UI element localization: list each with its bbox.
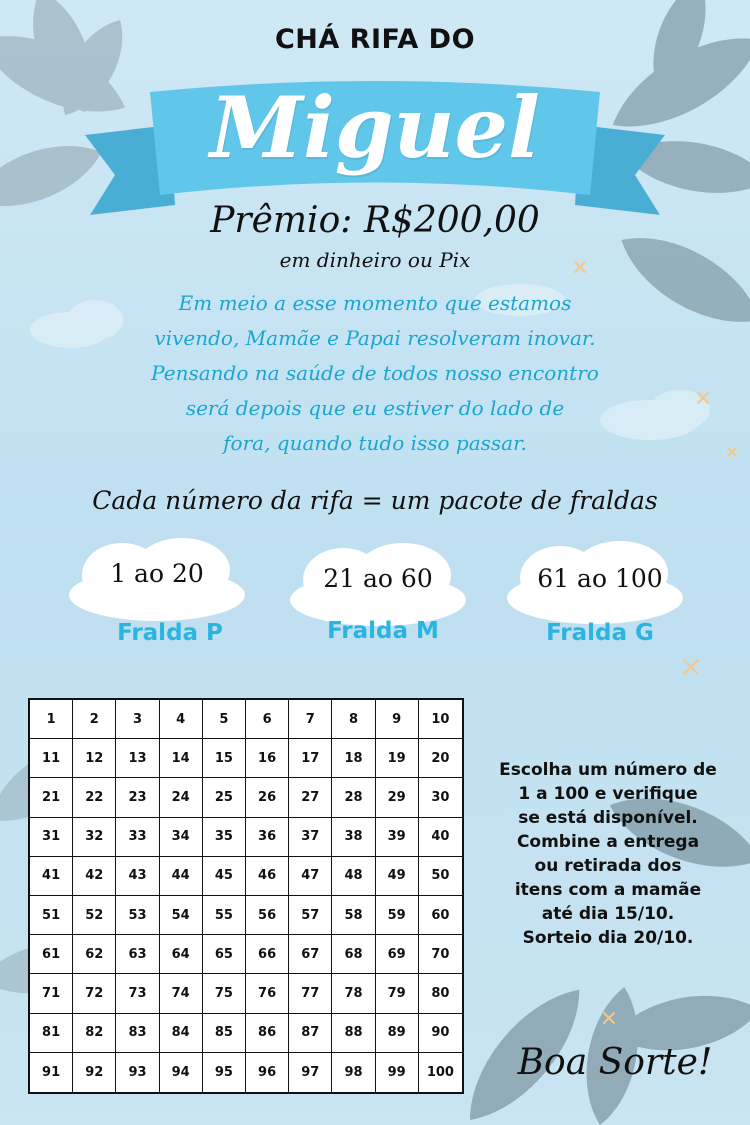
raffle-number-50[interactable]: 50: [419, 857, 462, 896]
raffle-number-16[interactable]: 16: [246, 739, 289, 778]
raffle-number-28[interactable]: 28: [332, 778, 375, 817]
raffle-number-47[interactable]: 47: [289, 857, 332, 896]
raffle-number-31[interactable]: 31: [30, 818, 73, 857]
raffle-number-43[interactable]: 43: [116, 857, 159, 896]
header-top-line: CHÁ RIFA DO: [274, 24, 476, 55]
raffle-number-79[interactable]: 79: [376, 974, 419, 1013]
raffle-number-81[interactable]: 81: [30, 1014, 73, 1053]
range-numbers-p: 1 ao 20: [110, 559, 204, 588]
raffle-number-59[interactable]: 59: [376, 896, 419, 935]
raffle-number-66[interactable]: 66: [246, 935, 289, 974]
raffle-number-37[interactable]: 37: [289, 818, 332, 857]
raffle-number-13[interactable]: 13: [116, 739, 159, 778]
raffle-number-49[interactable]: 49: [376, 857, 419, 896]
instructions-text: [466, 758, 750, 950]
raffle-number-74[interactable]: 74: [160, 974, 203, 1013]
instruction-line: Escolha um número de: [499, 760, 717, 780]
instruction-line: Combine a entrega: [516, 832, 700, 852]
raffle-number-14[interactable]: 14: [160, 739, 203, 778]
raffle-number-10[interactable]: 10: [419, 700, 462, 739]
raffle-number-35[interactable]: 35: [203, 818, 246, 857]
raffle-number-26[interactable]: 26: [246, 778, 289, 817]
raffle-number-53[interactable]: 53: [116, 896, 159, 935]
raffle-number-21[interactable]: 21: [30, 778, 73, 817]
diaper-size-p: Fralda P: [117, 620, 223, 646]
prize-payment-note: em dinheiro ou Pix: [279, 248, 471, 272]
message-line: Pensando na saúde de todos nosso encontro: [151, 361, 599, 385]
message-line: será depois que eu estiver do lado de: [185, 396, 565, 420]
raffle-number-70[interactable]: 70: [419, 935, 462, 974]
message-line: Em meio a esse momento que estamos: [178, 291, 572, 315]
instruction-line: se está disponível.: [518, 808, 698, 828]
raffle-number-4[interactable]: 4: [160, 700, 203, 739]
instruction-line: ou retirada dos: [534, 856, 682, 876]
raffle-number-32[interactable]: 32: [73, 818, 116, 857]
raffle-number-91[interactable]: 91: [30, 1053, 73, 1092]
baby-name-title: Miguel: [209, 78, 541, 177]
raffle-number-67[interactable]: 67: [289, 935, 332, 974]
raffle-number-92[interactable]: 92: [73, 1053, 116, 1092]
message-paragraph: [0, 286, 750, 461]
raffle-number-12[interactable]: 12: [73, 739, 116, 778]
raffle-number-3[interactable]: 3: [116, 700, 159, 739]
raffle-number-11[interactable]: 11: [30, 739, 73, 778]
raffle-number-78[interactable]: 78: [332, 974, 375, 1013]
raffle-number-1[interactable]: 1: [30, 700, 73, 739]
instruction-line: até dia 15/10.: [541, 904, 675, 924]
instruction-line: 1 a 100 e verifique: [518, 784, 698, 804]
raffle-number-33[interactable]: 33: [116, 818, 159, 857]
raffle-number-22[interactable]: 22: [73, 778, 116, 817]
raffle-number-55[interactable]: 55: [203, 896, 246, 935]
raffle-number-63[interactable]: 63: [116, 935, 159, 974]
raffle-number-61[interactable]: 61: [30, 935, 73, 974]
raffle-number-18[interactable]: 18: [332, 739, 375, 778]
raffle-number-96[interactable]: 96: [246, 1053, 289, 1092]
raffle-number-grid: [28, 698, 464, 1094]
raffle-number-69[interactable]: 69: [376, 935, 419, 974]
raffle-number-34[interactable]: 34: [160, 818, 203, 857]
raffle-number-57[interactable]: 57: [289, 896, 332, 935]
raffle-number-7[interactable]: 7: [289, 700, 332, 739]
raffle-number-65[interactable]: 65: [203, 935, 246, 974]
raffle-number-77[interactable]: 77: [289, 974, 332, 1013]
raffle-number-83[interactable]: 83: [116, 1014, 159, 1053]
raffle-number-94[interactable]: 94: [160, 1053, 203, 1092]
raffle-number-99[interactable]: 99: [376, 1053, 419, 1092]
raffle-number-44[interactable]: 44: [160, 857, 203, 896]
raffle-number-73[interactable]: 73: [116, 974, 159, 1013]
raffle-number-71[interactable]: 71: [30, 974, 73, 1013]
message-line: fora, quando tudo isso passar.: [223, 431, 527, 455]
raffle-number-29[interactable]: 29: [376, 778, 419, 817]
raffle-number-88[interactable]: 88: [332, 1014, 375, 1053]
raffle-number-23[interactable]: 23: [116, 778, 159, 817]
raffle-number-100[interactable]: 100: [426, 1064, 454, 1080]
instruction-line: Sorteio dia 20/10.: [522, 928, 694, 948]
raffle-number-64[interactable]: 64: [160, 935, 203, 974]
raffle-number-60[interactable]: 60: [419, 896, 462, 935]
raffle-number-72[interactable]: 72: [73, 974, 116, 1013]
raffle-number-25[interactable]: 25: [203, 778, 246, 817]
raffle-number-24[interactable]: 24: [160, 778, 203, 817]
raffle-number-51[interactable]: 51: [30, 896, 73, 935]
raffle-number-93[interactable]: 93: [116, 1053, 159, 1092]
raffle-number-48[interactable]: 48: [332, 857, 375, 896]
raffle-number-58[interactable]: 58: [332, 896, 375, 935]
raffle-number-75[interactable]: 75: [203, 974, 246, 1013]
raffle-number-20[interactable]: 20: [419, 739, 462, 778]
raffle-rule: Cada número da rifa = um pacote de fraldas: [92, 486, 658, 515]
raffle-number-86[interactable]: 86: [246, 1014, 289, 1053]
instruction-line: itens com a mamãe: [514, 880, 702, 900]
raffle-number-42[interactable]: 42: [73, 857, 116, 896]
raffle-number-84[interactable]: 84: [160, 1014, 203, 1053]
raffle-number-27[interactable]: 27: [289, 778, 332, 817]
good-luck-message: Boa Sorte!: [517, 1042, 713, 1083]
diaper-size-g: Fralda G: [546, 620, 654, 646]
raffle-number-19[interactable]: 19: [376, 739, 419, 778]
raffle-number-95[interactable]: 95: [203, 1053, 246, 1092]
raffle-number-98[interactable]: 98: [332, 1053, 375, 1092]
raffle-number-89[interactable]: 89: [376, 1014, 419, 1053]
diaper-size-m: Fralda M: [327, 618, 439, 644]
raffle-number-30[interactable]: 30: [419, 778, 462, 817]
raffle-number-38[interactable]: 38: [332, 818, 375, 857]
raffle-number-85[interactable]: 85: [203, 1014, 246, 1053]
raffle-number-52[interactable]: 52: [73, 896, 116, 935]
raffle-number-54[interactable]: 54: [160, 896, 203, 935]
raffle-number-40[interactable]: 40: [419, 818, 462, 857]
range-numbers-m: 21 ao 60: [323, 564, 433, 593]
raffle-number-46[interactable]: 46: [246, 857, 289, 896]
raffle-number-39[interactable]: 39: [376, 818, 419, 857]
prize-amount: Prêmio: R$200,00: [210, 200, 540, 241]
range-numbers-g: 61 ao 100: [537, 564, 663, 593]
raffle-number-90[interactable]: 90: [419, 1014, 462, 1053]
raffle-number-41[interactable]: 41: [30, 857, 73, 896]
raffle-number-17[interactable]: 17: [289, 739, 332, 778]
raffle-number-82[interactable]: 82: [73, 1014, 116, 1053]
raffle-number-15[interactable]: 15: [203, 739, 246, 778]
raffle-number-80[interactable]: 80: [419, 974, 462, 1013]
raffle-number-9[interactable]: 9: [376, 700, 419, 739]
raffle-number-6[interactable]: 6: [246, 700, 289, 739]
raffle-number-68[interactable]: 68: [332, 935, 375, 974]
raffle-number-87[interactable]: 87: [289, 1014, 332, 1053]
raffle-number-36[interactable]: 36: [246, 818, 289, 857]
message-line: vivendo, Mamãe e Papai resolveram inovar.: [154, 326, 596, 350]
raffle-number-62[interactable]: 62: [73, 935, 116, 974]
raffle-number-5[interactable]: 5: [203, 700, 246, 739]
raffle-number-2[interactable]: 2: [73, 700, 116, 739]
raffle-number-97[interactable]: 97: [289, 1053, 332, 1092]
raffle-number-56[interactable]: 56: [246, 896, 289, 935]
raffle-number-8[interactable]: 8: [332, 700, 375, 739]
raffle-number-45[interactable]: 45: [203, 857, 246, 896]
raffle-number-76[interactable]: 76: [246, 974, 289, 1013]
